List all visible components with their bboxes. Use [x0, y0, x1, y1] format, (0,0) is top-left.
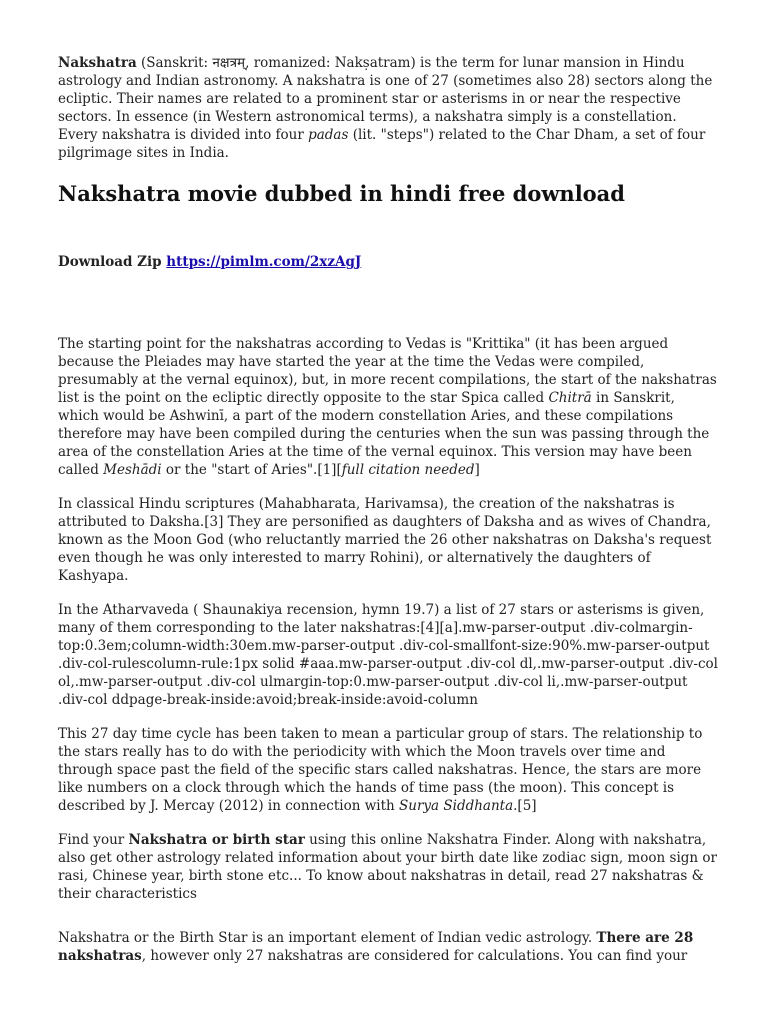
start-citation: full citation needed [341, 462, 475, 478]
intro-text-2: , romanized: Nakṣatram) is the term for lunar mansion in Hindu astrology and Indian astronomy. A nakshatra is one of 27 (sometimes also 28) sectors along the ecliptic. Their names are related to a prominent star or asterisms in or near the respective sectors. In essence (in Western astronomical terms), a nakshatra simply is a constellation. Every nakshatra is divided into four [58, 55, 713, 143]
intro-text-3: (lit. "steps") related to the Char Dham, a set of four pilgrimage sites in India. [58, 127, 706, 161]
birthstar-text-2: , however only 27 nakshatras are considered for calculations. You can find your [141, 948, 688, 964]
birth-star-paragraph [58, 929, 718, 965]
find-paragraph [58, 831, 718, 903]
start-text-1: The starting point for the nakshatras according to Vedas is "Krittika" (it has been argued because the Pleiades may have started the year at the time the Vedas were compiled, presumably at the vernal equinox), but, in more recent compilations, the start of the nakshatras list is the point on the ecliptic directly opposite to the star Spica called [58, 336, 717, 406]
cycle-text-1: This 27 day time cycle has been taken to mean a particular group of stars. The relationship to the stars really has to do with the periodicity with which the Moon travels over time and through space past the field of the specific stars called nakshatras. Hence, the stars are more like numbers on a clock through which the hands of time pass (the moon). This concept is described by J. Mercay (2012) in connection with [58, 726, 703, 814]
birthstar-bold: There are 28 nakshatras [58, 930, 694, 964]
intro-sanskrit: नक्षत्रम् [212, 55, 246, 71]
cycle-text-2: .[5] [513, 798, 537, 814]
intro-paragraph [58, 54, 718, 162]
start-chitra: Chitrā [548, 390, 592, 406]
starting-point-paragraph [58, 335, 718, 479]
intro-term: Nakshatra [58, 55, 137, 71]
article [58, 54, 718, 965]
start-meshadi: Meshādi [103, 462, 162, 478]
intro-padas: padas [308, 127, 349, 143]
atharvaveda-paragraph: In the Atharvaveda ( Shaunakiya recension, hymn 19.7) a list of 27 stars or asterisms is given, many of them corresponding to the later nakshatras:[4][a].mw-parser-output .div-colmargin-top:0.3em;column-width:30em.mw-parser-output .div-col-smallfont-size:90%.mw-parser-output .div-col-rulescolumn-rule:1px solid #aaa.mw-parser-output .div-col dl,.mw-parser-output .div-col ol,.mw-parser-output .div-col ulmargin-top:0.mw-parser-output .div-col li,.mw-parser-output .div-col ddpage-break-inside:avoid;break-inside:avoid-column [58, 602, 718, 708]
find-text-1: Find your [58, 832, 129, 848]
intro-text-1: (Sanskrit: [136, 55, 213, 71]
classical-paragraph: In classical Hindu scriptures (Mahabharata, Harivamsa), the creation of the nakshatras is attributed to Daksha.[3] They are personified as daughters of Daksha and as wives of Chandra, known as the Moon God (who reluctantly married the 26 other nakshatras on Daksha's request even though he was only interested to marry Rohini), or alternatively the daughters of Kashyapa. [58, 496, 712, 584]
page-title: Nakshatra movie dubbed in hindi free download [58, 181, 625, 206]
start-text-2: in Sanskrit, which would be Ashwinī, a part of the modern constellation Aries, and these compilations therefore may have been compiled during the centuries when the sun was passing through the area of the constellation Aries at the time of the vernal equinox. This version may have been called [58, 390, 710, 478]
cycle-surya: Surya Siddhanta [399, 798, 514, 814]
download-label: Download Zip [58, 254, 167, 270]
cycle-paragraph [58, 725, 718, 815]
find-text-2: using this online Nakshatra Finder. Along with nakshatra, also get other astrology related information about your birth date like zodiac sign, moon sign or rasi, Chinese year, birth stone etc... To know about nakshatras in detail, read 27 nakshatras & their characteristics [58, 832, 717, 902]
download-link[interactable]: https://pimlm.com/2xzAgJ [166, 254, 362, 270]
birthstar-text-1: Nakshatra or the Birth Star is an important element of Indian vedic astrology. [58, 930, 597, 946]
start-text-3: or the "start of Aries".[1][ [161, 462, 342, 478]
find-bold: Nakshatra or birth star [128, 832, 305, 848]
start-text-4: ] [474, 462, 480, 478]
download-line [58, 253, 718, 271]
